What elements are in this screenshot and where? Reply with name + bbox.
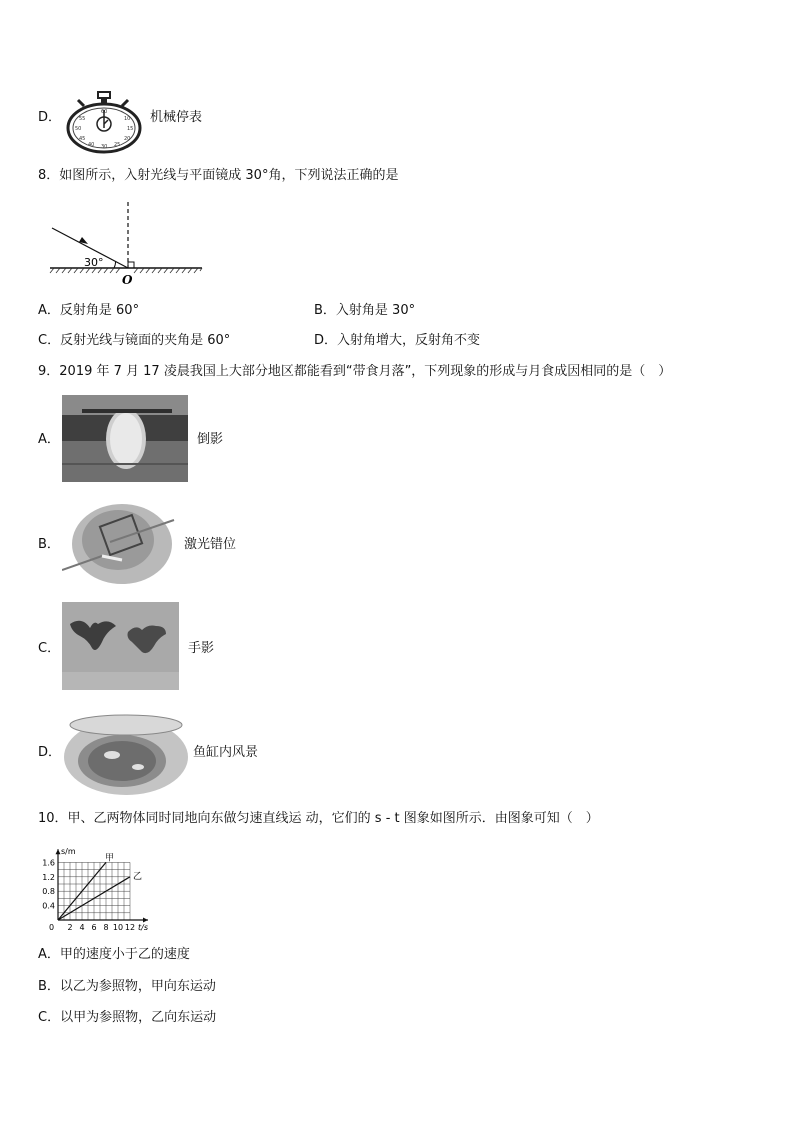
q8-point-o-label: O — [122, 273, 133, 287]
q8-option-b: B．入射角是 30° — [314, 303, 416, 318]
fish-tank-photo — [62, 705, 190, 795]
svg-text:20: 20 — [124, 136, 131, 142]
x-axis-arrow — [143, 918, 148, 923]
q7-option-d-letter: D． — [38, 110, 62, 125]
svg-text:40: 40 — [88, 142, 95, 148]
series-label-1: 甲 — [105, 853, 115, 864]
x-tick-label: 6 — [91, 923, 97, 932]
bridge-reflection-photo — [62, 395, 188, 482]
q9-option-c-label: 手影 — [188, 641, 215, 656]
q8-angle-label: 30° — [84, 256, 104, 269]
q10-option-b: B．以乙为参照物，甲向东运动 — [38, 979, 216, 994]
st-graph — [36, 838, 170, 938]
q9-option-a-label: 倒影 — [197, 432, 224, 447]
q9-option-d-label: 鱼缸内风景 — [193, 745, 259, 760]
stopwatch-icon — [64, 90, 142, 154]
q9-option-d-letter: D． — [38, 745, 62, 760]
svg-text:50: 50 — [75, 126, 82, 132]
hand-shadow-photo — [62, 602, 179, 690]
svg-text:60: 60 — [101, 109, 108, 115]
q10-stem: 10．甲、乙两物体同时同地向东做匀速直线运 动，它们的 s - t 图象如图所示．由图象可知（ ） — [38, 811, 599, 826]
q10-option-c: C．以甲为参照物，乙向东运动 — [38, 1010, 217, 1025]
q9-option-c-letter: C． — [38, 641, 61, 656]
y-tick-label: 0.4 — [42, 901, 55, 911]
svg-text:25: 25 — [114, 142, 121, 148]
series-label-2: 乙 — [133, 871, 143, 882]
q8-stem: 8．如图所示，入射光线与平面镜成 30°角，下列说法正确的是 — [38, 168, 399, 183]
x-tick-label: 10 — [112, 923, 124, 932]
y-axis-title: s/m — [61, 847, 76, 857]
q9-option-b-letter: B． — [38, 537, 60, 552]
q8-reflection-diagram — [44, 198, 206, 290]
q7-option-d-label: 机械停表 — [150, 110, 203, 125]
q8-option-c: C．反射光线与镜面的夹角是 60° — [38, 333, 231, 348]
y-tick-label: 1.2 — [42, 872, 55, 882]
laser-photo — [62, 500, 177, 586]
y-tick-label: 0.8 — [42, 887, 55, 897]
x-tick-label: 2 — [67, 923, 73, 932]
q8-option-a: A．反射角是 60° — [38, 303, 140, 318]
svg-text:45: 45 — [79, 136, 86, 142]
q10-option-a: A．甲的速度小于乙的速度 — [38, 947, 190, 962]
x-tick-label: 8 — [103, 923, 109, 932]
x-tick-label: 12 — [124, 923, 136, 932]
x-axis-title: t/s — [138, 923, 148, 932]
x-tick-label: 4 — [79, 923, 85, 932]
origin-label: 0 — [49, 923, 55, 932]
q8-option-d: D．入射角增大，反射角不变 — [314, 333, 481, 348]
svg-text:30: 30 — [101, 144, 108, 150]
y-tick-label: 1.6 — [42, 858, 55, 868]
q9-option-b-label: 激光错位 — [184, 537, 237, 552]
svg-text:15: 15 — [127, 126, 134, 132]
q9-option-a-letter: A． — [38, 432, 60, 447]
svg-text:55: 55 — [79, 116, 86, 122]
svg-text:10: 10 — [124, 116, 131, 122]
q9-stem: 9．2019 年 7 月 17 凌晨我国上大部分地区都能看到“带食月落”，下列现象的形成与月食成因相同的是（ ） — [38, 364, 672, 379]
y-axis-arrow — [56, 849, 61, 854]
